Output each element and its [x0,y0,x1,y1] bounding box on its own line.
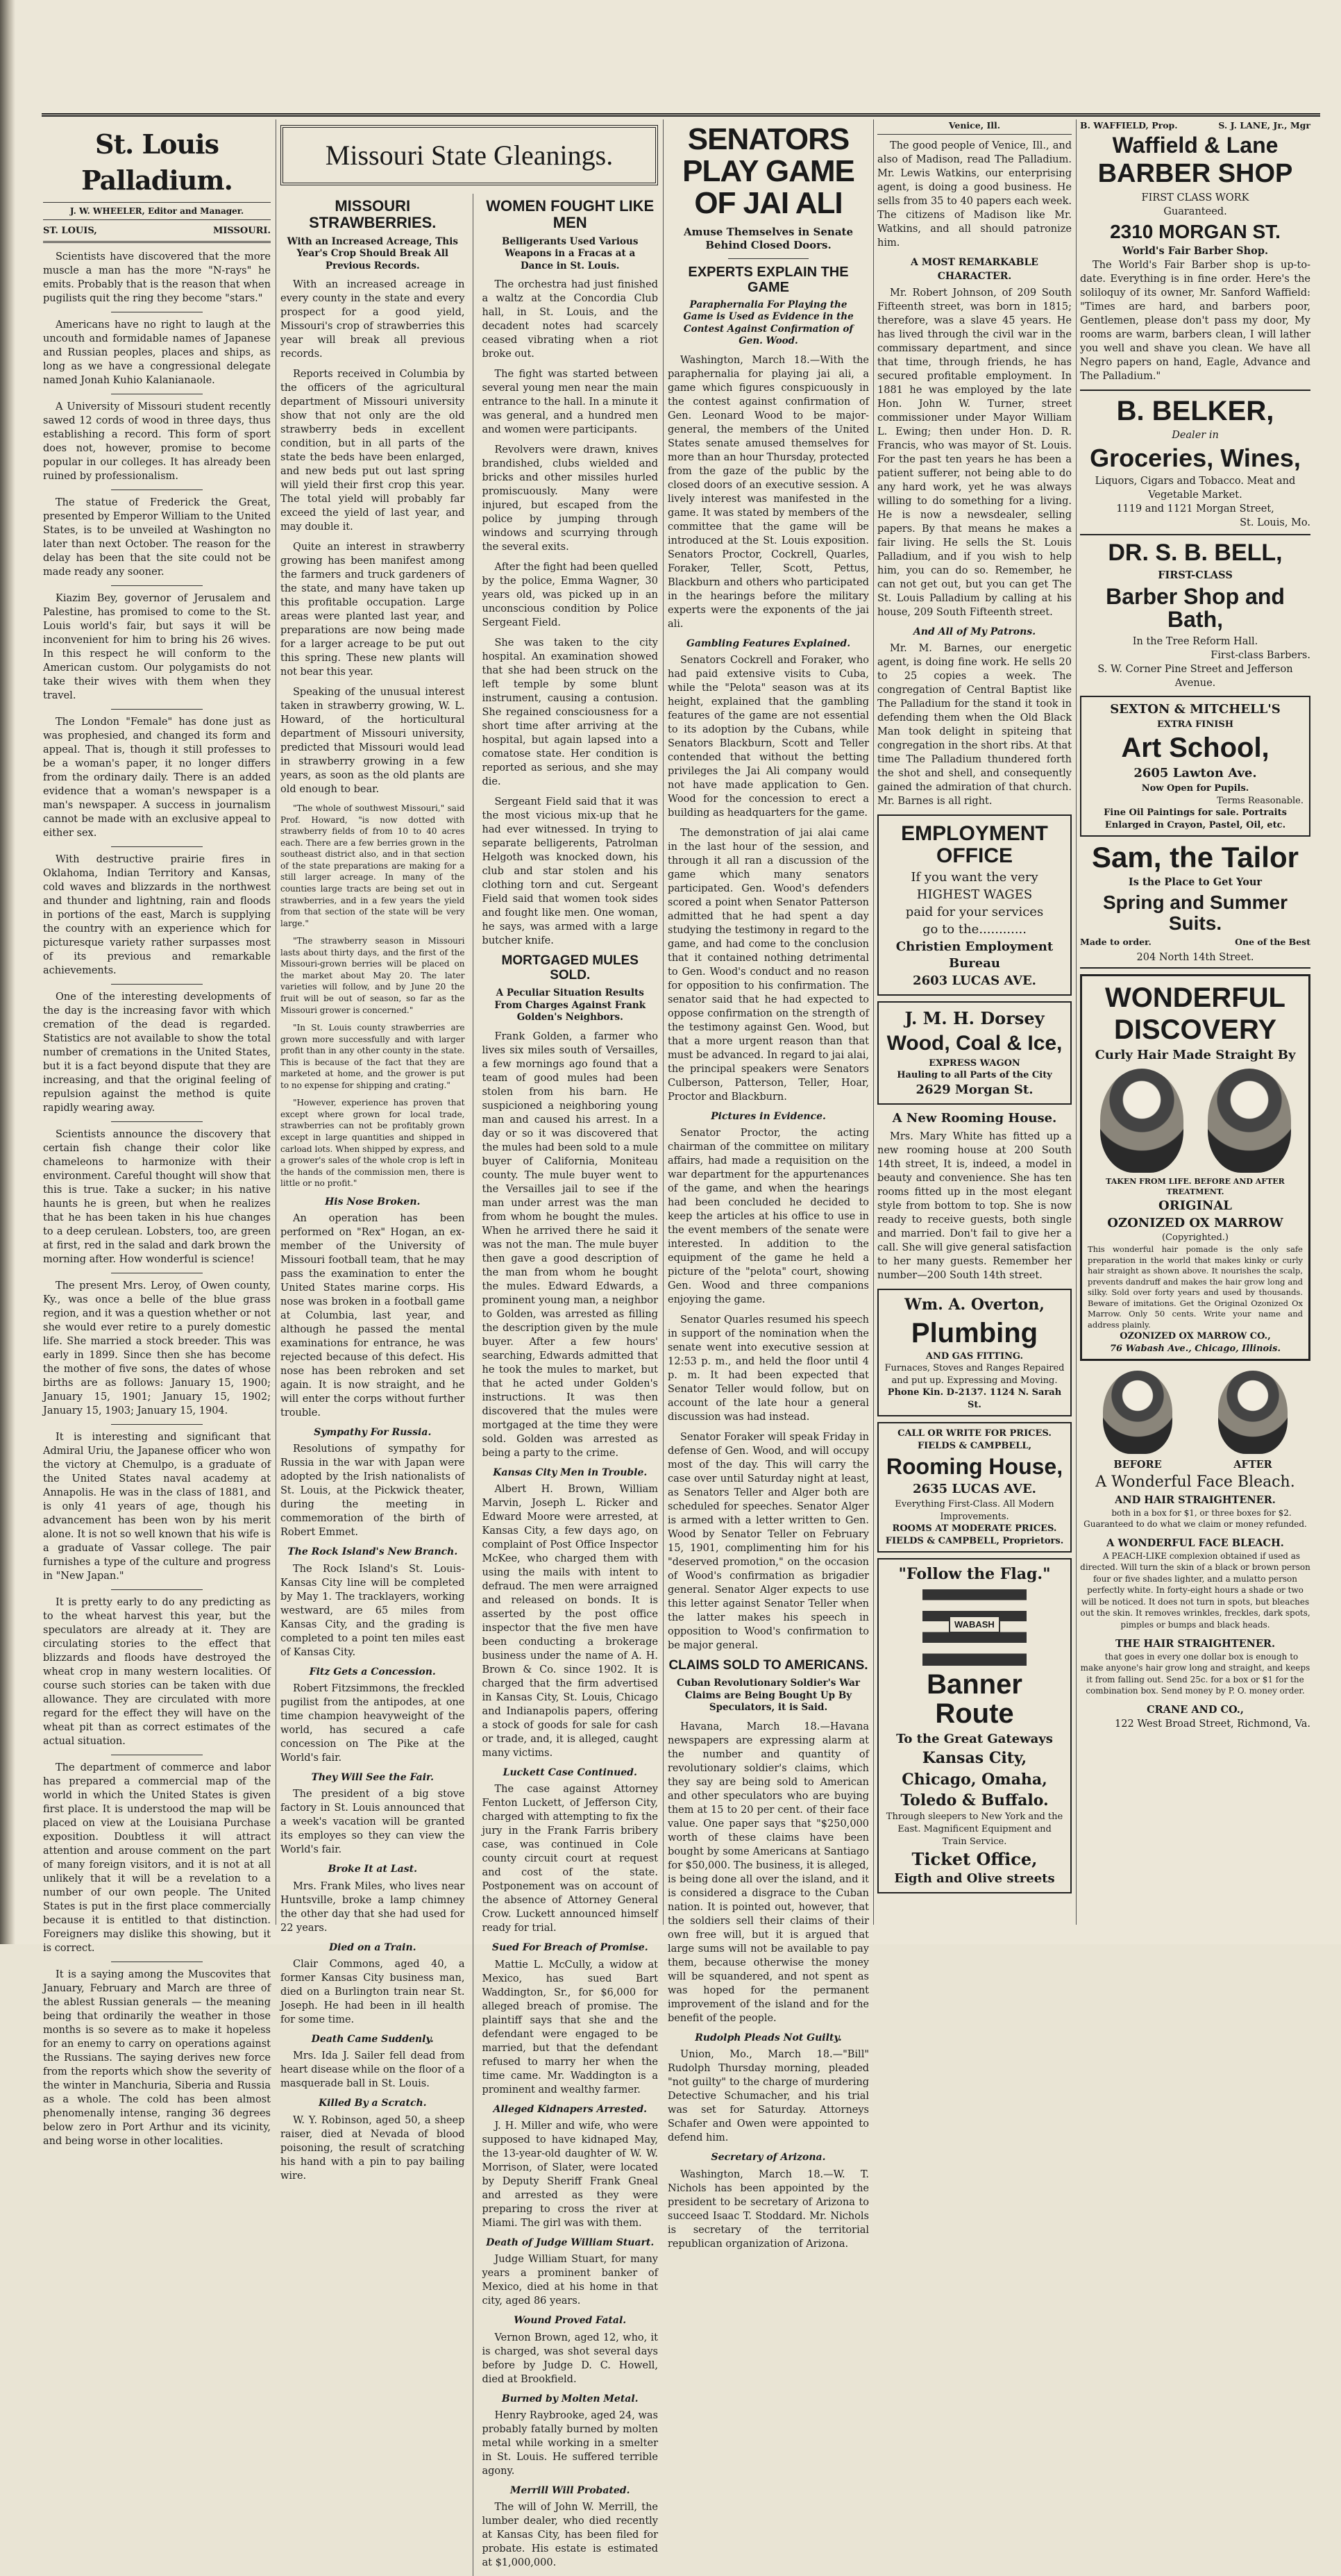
ad-cities: Kansas City, Chicago, Omaha, Toledo & Buffalo. [900,1749,1049,1810]
story-paragraph: "In St. Louis county strawberries are grown more successfully and with larger profit than in any other county in the state. This is because of the fact that they are marketed at home, and the grower is put to no expense for shipping and crating." [280,1023,465,1090]
brief-headline: Merrill Will Probated. [510,2484,630,2496]
gleanings-right [482,194,658,2576]
ad-title: Art School, [1121,733,1270,764]
ad-proprietor: B. WAFFIELD, Prop. [1080,120,1178,131]
story-paragraph: Union, Mo., March 18.—"Bill" Rudolph Thursday morning, pleaded "not guilty" to the charge of murdering Detective Schumacher, and his trial was set for Saturday. Attorneys Schafer and Owen were appointed to defend him. [668,2049,869,2144]
brief-paragraph: Resolutions of sympathy for Russia in the war with Japan were adopted by the Irish nationalists of St. Louis, at the Pickwick theater, during the meeting in commemoration of the birth of Robert Emmet. [280,1444,465,1539]
divider [111,709,202,710]
brief-headline: Death of Judge William Stuart. [486,2236,655,2248]
ad-fields-campbell [877,1422,1072,1553]
ad-city: St. Louis, Mo. [1240,517,1310,528]
masthead-place [43,223,271,243]
divider [111,846,202,847]
divider [111,1424,202,1425]
ad-dr-bell [1080,534,1310,690]
brief-paragraph: Vernon Brown, aged 12, who, it is charged, was shot several days before by Judge D. C. Howell, died at Brookfield. [482,2332,658,2385]
column-state-gleanings [280,119,658,2569]
ad-title: Groceries, Wines, [1090,444,1301,473]
brief-headline: Death Came Suddenly. [311,2033,434,2045]
ad-overton [877,1289,1072,1416]
top-rule [42,113,1320,117]
divider [111,585,202,586]
ad-line: Through sleepers to New York and the East. Magnificent Equipment and Train Service. [886,1812,1063,1847]
secondary-subhead: Paraphernalia For Playing the Game is Used as Evidence in the Contest Against Confirmation of Gen. Wood. [683,299,854,347]
gleanings-subcolumns [280,194,658,2576]
ad-address: 2310 MORGAN ST. [1110,220,1281,242]
story-paragraph: The demonstration of jai alai came in the last hour of the session, and through it all ran a discussion of the game which many senators participated. Gen. Wood's defenders scored a point when Senator Patterson admitted that he had spent a day studying the testimony in regard to the game, and had come to the conclusion that it contained nothing detrimental to Gen. Wood's conduct and no reason for opposition to his confirmation. The senator said that he had expected to oppose confirmation on the strength of the testimony against Gen. Wood, but that a more urgent reason than that must be advanced. In regard to jai alai, the principal speakers were Senators Culberson, Patterson, Teller, Hoar, Proctor and Blackburn. [668,828,869,1103]
story-paragraph: Reports received in Columbia by the officers of the agricultural department of Missouri university show that not only are the old strawberry beds in excellent condition, but in all parts of the state the beds have been enlarged, and new beds put out last spring will yield their first crop this year. The total yield will probably far exceed the yield of last year, and may double it. [280,369,465,533]
story-paragraph: Senator Quarles resumed his speech in support of the nomination when the senate went into executive session at 12:53 p. m., and held the floor until 4 p. m. It had been expected that Senator Teller would follow, but on account of the late hour a general discussion was had instead. [668,1314,869,1423]
ad-line: CALL OR WRITE FOR PRICES. [897,1428,1052,1439]
story-headline: WOMEN FOUGHT LIKE MEN [486,197,655,232]
ad-line: FIRST CLASS WORK [1141,192,1249,203]
brief-headline: They Will See the Fair. [311,1771,435,1783]
ad-text: The World's Fair Barber shop is up-to-date. Everything is in fine order. Here's the soliloquy of its owner, Mr. Sanford Waffield: "Times are hard, and barbers poor, Gentlemen, please don't pass my door, My rooms are warm, barbers clean, I will lather you well and shave you clean. We have all Negro papers on hand, Eagle, Advance and The Palladium." [1080,260,1310,383]
ad-text: This wonderful hair pomade is the only safe preparation in the world that makes kinky or curly hair straight as shown above. It nourishes the scalp, prevents dandruff and makes the hair grow long and silky. Sold over forty years and used by thousands. Beware of imitations. Get the Original Ozonized Ox Marrow. Only 50 cents. Write your name and address plainly. [1088,1244,1303,1330]
portrait-label: AFTER [1233,1459,1272,1471]
ad-line: ROOMS AT MODERATE PRICES. [892,1523,1057,1534]
ad-address: 2629 Morgan St. [916,1082,1034,1097]
brief-headline: Sympathy For Russia. [314,1427,432,1439]
ad-line: HIGHEST WAGES [916,887,1033,903]
editorial-paragraph: The present Mrs. Leroy, of Owen county, Ky., was once a belle of the blue grass region, and it was a question whether or not she would ever retire to a purely domestic life. She married a stock breeder. This was early in 1899. Since then she has become the mother of five sons, the dates of whose births are as follows: January 15, 1900; January 15, 1901; January 15, 1902; January 15, 1903; January 15, 1904. [43,1280,271,1417]
brief-headline: Died on a Train. [328,1941,416,1953]
page-binding-edge [0,0,15,1944]
ad-title: Spring and Summer Suits. [1102,892,1288,934]
column-senate-news [668,119,869,2250]
divider [728,258,809,259]
ad-title: WONDERFUL [1105,982,1285,1014]
story-paragraph: "However, experience has proven that except where grown for local trade, strawberries can not be profitably grown except in large quantities and shipped in carload lots. When shipped by express, and a grower's sales of the whole crop is left in the hands of the commission men, there is little or no profit." [280,1098,465,1189]
editorial-paragraph: It is interesting and significant that Admiral Uriu, the Japanese officer who won the victory at Chemulpo, is a graduate of the United States naval academy at Annapolis. He was in the class of 1881, and is only 41 years of age, though his advancement has been won by his merit alone. It is not so well known that his wife is a graduate of Vassar college. The pair furnishes a type of the culture and progress in "New Japan." [43,1432,271,1582]
ad-line: AND HAIR STRAIGHTENER. [1115,1494,1276,1506]
local-subhead: And All of My Patrons. [913,626,1036,637]
brief-headline: Broke It at Last. [328,1864,417,1875]
ad-line: World's Fair Barber Shop. [1122,245,1269,258]
masthead-title: St. Louis Palladium. [81,128,233,196]
ad-line: (Copyrighted.) [1161,1232,1229,1244]
ad-line: Curly Hair Made Straight By [1095,1048,1296,1063]
ad-line: To the Great Gateways [896,1731,1053,1746]
brief-paragraph: The case against Attorney Fenton Luckett, of Jefferson City, charged with attempting to fix the jury in the Frank Farris bribery case, was continued in Cole county circuit court at request and cost of the state. Postponement was on account of the absence of Attorney General Crow. Luckett announced himself ready for trial. [482,1784,658,1934]
brief-paragraph: Mattie L. McCully, a widow at Mexico, has sued Bart Waddington, Sr., for $6,000 for alleged breach of promise. The plaintiff says that she and the defendant were engaged to be married, but that the defendant refused to marry her when the time came. Mr. Waddington is a prominent and wealthy farmer. [482,1959,658,2096]
ad-line-row [1080,936,1310,948]
section-subhead: Rudolph Pleads Not Guilty. [695,2032,842,2043]
brief-headline: His Nose Broken. [325,1196,421,1207]
ad-subhead: THE HAIR STRAIGHTENER. [1115,1637,1276,1650]
brief-paragraph: Mrs. Ida J. Sailer fell dead from heart disease while on the floor of a masquerade ball in St. Louis. [280,2050,465,2090]
ad-line: One of the Best [1235,937,1310,948]
editorial-paragraph: It is a saying among the Muscovites that January, February and March are three of the ablest Russian generals — the meaning being that ordinarily the weather in those months is so severe as to make it hopeless for an enemy to carry on operations against the Russians. The saying derives new force from the reports which show the severity of the winter in Manchuria, Siberia and Russia as a whole. The cold has been almost phenomenally intense, ranging 36 degrees below zero in Port Arthur and its vicinity, and being worse in other localities. [43,1969,271,2148]
brief-paragraph: Henry Raybrooke, aged 24, was probably fatally burned by molten metal while working in a smelter in St. Louis. He suffered terrible agony. [482,2409,658,2477]
editorial-paragraph: The department of commerce and labor has prepared a commercial map of the world in which the United States is given first place. It is understood the map will be placed on view at the Louisiana Purchase exposition. Doubtless it will attract attention and arouse comment on the part of many foreign visitors, and it is not at all unlikely that it will be a revelation to a number of our own people. The United States is put in the first place commercially because it is entitled to that distinction. Foreigners may dislike this showing, but it is correct. [43,1762,271,1955]
editorial-paragraph: One of the interesting developments of the day is the increasing favor with which cremation of the dead is regarded. Statistics are not available to show the total number of cremations in the United States, but it is a fact beyond dispute that they are increasing, and that the original feeling of repulsion against the method is quite rapidly wearing away. [43,992,271,1114]
local-paragraph: Mr. M. Barnes, our energetic agent, is doing fine work. He sells 20 to 25 copies a week. The congregation of Central Baptist like The Palladium for the stand it took in defending them when the Old Black Man took delight in spiteing that congregation in the short ribs. At that time The Palladium thundered forth the shot and shell, and consequently gained the admiration of that church. Mr. Barnes is all right. [877,643,1072,808]
editorial-paragraph: Scientists announce the discovery that certain fish change their color like chameleons to harmonize with their environment. Careful thought will show that this is true. Take a sucker; in his native haunts he is green, but when he realizes that he has been taken in his hue changes to a deep cerulean. Lobsters, too, are green at first, red in the salad and dark brown the morning after. How wonderful is science! [43,1129,271,1266]
brief-headline: Wound Proved Fatal. [514,2315,627,2327]
editorial-paragraph: It is pretty early to do any predicting as to the wheat harvest this year, but the speculators are already at it. They are circulating stories to the effect that blizzards and floods have destroyed the wheat crop in many western localities. Of course such stories can be taken with due allowance. They are circulated with more regard for the effect they will have on the wheat pit than as correct estimates of the actual situation. [43,1597,271,1748]
ad-address: 2605 Lawton Ave. [1133,766,1257,781]
ad-line: Fine Oil Paintings for sale. Portraits Enlarged in Crayon, Pastel, Oil, etc. [1104,808,1287,830]
brief-paragraph: Robert Fitzsimmons, the freckled pugilist from the antipodes, at one time champion heavyweight of the world, has secured a cafe concession on The Pike at the World's fair. [280,1682,465,1764]
ad-subhead: A WONDERFUL FACE BLEACH. [1106,1537,1284,1549]
story-paragraph: Senators Cockrell and Foraker, who had paid extensive visits to Cuba, while the "Pelota" season was at its height, explained that the gambling features of the game are not essential to its adoption by the Cubans, while Senators Blackburn, Scott and Teller contended that without the betting privileges the Jai Ali company would not have made application to Gen. Wood for the concession to erect a building as headquarters for the game. [668,655,869,819]
ad-tailor [1080,842,1310,969]
story-paragraph: With an increased acreage in every county in the state and every prospect for a good yield, Missouri's crop of strawberries this year will break all previous records. [280,279,465,360]
ad-title: Banner Route [927,1668,1022,1729]
column-rule [663,119,664,1925]
column-advertisements [1080,119,1310,1925]
brief-paragraph: The president of a big stove factory in St. Louis announced that a week's vacation will be granted its employes so they can view the World's fair. [280,1789,465,1856]
ad-line: OZONIZED OX MARROW [1107,1215,1283,1230]
column-rule [873,119,874,1925]
brief-headline: Kansas City Men in Trouble. [493,1466,648,1478]
story-headline: MISSOURI STRAWBERRIES. [309,197,437,232]
ad-text: both in a box for $1, or three boxes for $2. Guaranteed to do what we claim or money refunded. [1083,1507,1307,1530]
ad-title: BARBER SHOP [1097,158,1293,188]
editorial-paragraph: With destructive prairie fires in Oklahoma, Indian Territory and Kansas, cold waves and blizzards in the northwest and thunder and lightning, rain and floods in portions of the east, March is supplying the country with an experience which for picturesque variety rather surpasses most of its previous and remarkable achievements. [43,854,271,977]
story-headline: MORTGAGED MULES SOLD. [501,953,639,983]
story-paragraph: Havana, March 18.—Havana newspapers are expressing alarm at the number and quantity of revolutionary soldier's claims, which they say are being sold to American and other speculators who are buying them at 15 to 20 per cent. of their face value. One paper says that "$250,000 worth of these claims have been bought by some Americans at Santiago for $50,000. The business, it is alleged, is being done all over the island, and it is considered a disgrace to the Cuban nation. It is pointed out, however, that the soldiers sell their claims of their own free will, but it is argued that large sums will not be available to pay them, because otherwise the money will be squandered, and not spent as was hoped for the permanent improvement of the island and for the benefit of the people. [668,1721,869,2024]
ad-header-row [1080,119,1310,131]
brief-paragraph: Judge William Stuart, for many years a prominent banker of Mexico, died at his home in that city, aged 86 years. [482,2254,658,2307]
rooming-paragraph: Mrs. Mary White has fitted up a new rooming house at 200 South 14th street, It is, indeed, a model in beauty and convenience. She has ten rooms fitted up in the most elegant style from bottom to top. She is now ready to receive guests, both single and married. Don't fail to give her a call. She will give general satisfaction to her many guests. Remember her number—200 South 14th street. [877,1131,1072,1282]
ad-maker: CRANE AND CO., [1147,1703,1244,1716]
woman-portrait-icon [1103,1371,1172,1454]
flag-icon [922,1589,1027,1666]
ad-art-school [1080,696,1310,837]
ad-address: 122 West Broad Street, Richmond, Va. [1115,1718,1310,1730]
story-paragraph: "The strawberry season in Missouri lasts about thirty days, and the first of the Missouri-grown berries will be placed on the market about May 20. The later varieties will follow, and by June 20 the fruit will be out of season, so far as the Missouri grower is concerned." [280,936,465,1015]
portrait-pair [1088,1064,1303,1177]
brief-headline: The Rock Island's New Branch. [287,1546,458,1558]
ad-line: First-class Barbers. [1211,649,1310,661]
ad-line: Now Open for Pupils. [1141,783,1249,794]
story-paragraph: The orchestra had just finished a waltz at the Concordia Club hall, in St. Louis, and the decadent notes had scarcely ceased vibrating when a riot broke out. [482,279,658,360]
ad-dorsey [877,1001,1072,1105]
local-paragraph: Mr. Robert Johnson, of 209 South Fifteenth street, was born in 1815; therefore, was a slave 45 years. He has lived through the civil war in the commissary department, and since that time, through friends, he has secured profitable employment. In 1881 he was employed by the late Hon. John W. Turner, street commissioner under Mayor William L. Ewing; then under Hon. D. R. Francis, who was mayor of St. Louis. For the past ten years he has been a patient sufferer, not being able to do any hard work, yet he was always willing to do something for a living. He is now a newsdealer, selling papers. By that means he makes a fair living. He sells the St. Louis Palladium, and if you wish to help him, you can do so. Remember, he can not get out, but you can get The St. Louis Palladium by calling at his house, 209 South Fifteenth street. [877,287,1072,618]
ad-line: Ticket Office, [911,1849,1038,1870]
brief-headline: Burned by Molten Metal. [501,2393,639,2404]
brief-paragraph: Mrs. Frank Miles, who lives near Huntsville, broke a lamp chimney the other day that she had used for 22 years. [280,1880,465,1934]
woman-portrait-icon [1100,1069,1183,1173]
ad-line: ORIGINAL [1158,1198,1232,1213]
ad-line: Everything First-Class. All Modern Improvements. [895,1498,1054,1522]
portrait-label: BEFORE [1113,1459,1162,1471]
story-paragraph: The fight was started between several young men near the main entrance to the hall. In a minute it was general, and a hundred men and women were participants. [482,369,658,436]
ad-title: Sam, the Tailor [1092,841,1299,874]
ad-face-bleach [1080,1366,1310,1730]
editorial-paragraph: Scientists have discovered that the more muscle a man has the more "N-rays" he emits. Probably that is the reason that when pugilists quit the ring they become "stars." [43,251,271,305]
divider [111,984,202,985]
brief-headline: Fitz Gets a Concession. [309,1666,436,1678]
portrait-before [1103,1366,1172,1472]
story-subhead: With an Increased Acreage, This Year's Crop Should Break All Previous Records. [287,235,458,271]
ad-maker: OZONIZED OX MARROW CO., [1120,1331,1271,1342]
editorial-paragraph: Americans have no right to laugh at the uncouth and formidable names of Japanese and Russian peoples, places and ships, as long as we have a congressional delegate named Jonah Kuhio Kalanianaole. [43,319,271,387]
ad-business-name: J. M. H. Dorsey [904,1007,1045,1028]
ad-line: Liquors, Cigars and Tobacco. Meat and Vegetable Market. [1095,475,1296,501]
brief-paragraph: An operation has been performed on "Rex" Hogan, an ex-member of the University of Missouri football team, that he may pass the examination to enter the United States marine corps. His nose was broken in a football game at Columbia, last year, and although he passed the mental examinations for entrance, he was rejected because of this defect. His nose has been rebroken and set again. It is now straight, and he will enter the corps without further trouble. [280,1213,465,1419]
ad-barber-shop [1080,134,1310,258]
story-paragraph: Quite an interest in strawberry growing has been manifest among the farmers and truck gardeners of the state, and many have taken up this profitable occupation. Large areas were planted last year, and preparations are now being made for a larger acreage to be put out this spring. These new plants will not bear this year. [280,542,465,678]
section-subhead: Secretary of Arizona. [711,2152,826,2164]
secondary-headline: EXPERTS EXPLAIN THE GAME [688,264,849,295]
masthead-city: ST. LOUIS, [43,226,97,237]
editorial-paragraph: A University of Missouri student recently sawed 12 cords of wood in three days, thus establishing a record. This form of sport does not, however, promise to become popular in our colleges. It has already been ruined by professionalism. [43,401,271,483]
story-subhead: Belligerants Used Various Weapons in a Fracas at a Dance in St. Louis. [502,235,639,271]
ad-line: Made to order. [1080,937,1152,948]
ad-line: AND GAS FITTING. [925,1350,1024,1362]
brief-paragraph: The will of John W. Merrill, the lumber dealer, who died recently at Kansas City, has been filed for probate. His estate is estimated at $1,000,000. [482,2502,658,2569]
ad-title: Barber Shop and Bath, [1106,583,1285,633]
ad-line: If you want the very [911,870,1038,885]
ad-wabash [877,1558,1072,1893]
ad-title: EMPLOYMENT OFFICE [901,822,1048,867]
ad-address: 2635 LUCAS AVE. [913,1482,1036,1497]
ad-business-name: SEXTON & MITCHELL'S [1110,701,1281,717]
masthead-state: MISSOURI. [212,226,271,237]
ad-line: Is the Place to Get Your [1128,876,1263,889]
ad-address: 76 Wabash Ave., Chicago, Illinois. [1110,1343,1281,1354]
ad-business-name: DR. S. B. BELL, [1108,539,1283,566]
ad-address: 2603 LUCAS AVE. [913,973,1036,989]
ad-line: FIRST-CLASS [1158,569,1233,581]
portrait-pair [1080,1366,1310,1472]
ad-text: that goes in every one dollar box is enough to make anyone's hair grow long and straight, and keeps it from falling out. Send 25c. for a box or $1 for the combination box. Send money by P. O. money order. [1080,1651,1310,1696]
main-subhead: Amuse Themselves in Senate Behind Closed Doors. [683,225,854,252]
brief-paragraph: J. H. Miller and wife, who were supposed to have kidnaped May, the 13-year-old daughter of W. W. Morrison, of Slater, were located by Deputy Sheriff Frank Gneal and arrested as they were preparing to cross the river at Miami. The girl was with them. [482,2120,658,2229]
ad-title: Rooming House, [886,1453,1063,1479]
divider [111,1121,202,1122]
ad-line: EXPRESS WAGON [929,1057,1020,1069]
brief-headline: Killed By a Scratch. [318,2098,427,2109]
ad-line: In the Tree Reform Hall. [1132,635,1258,647]
ad-title: Plumbing [911,1317,1038,1348]
ad-phone: Phone Kin. D-2137. 1124 N. Sarah St. [887,1387,1062,1410]
brief-paragraph: The Rock Island's St. Louis-Kansas City line will be completed by May 1. The tracklayers, working westward, are 65 miles from Kansas City, and the grading is completed to a point ten miles east of Kansas City. [280,1563,465,1658]
ad-manager: S. J. LANE, Jr., Mgr [1218,120,1310,131]
brief-paragraph: Clair Commons, aged 40, a former Kansas City business man, died on a Burlington train near St. Joseph. He had been in ill health for some time. [280,1958,465,2025]
section-subhead: Gambling Features Explained. [686,637,851,649]
ad-line: Dealer in [1172,430,1219,442]
ad-title: Wood, Coal & Ice, [886,1032,1063,1055]
section-banner: Missouri State Gleanings. [280,125,658,185]
story-paragraph: "The whole of southwest Missouri," said Prof. Howard, "is now dotted with strawberry fields of from 10 to 40 acres each. There are a few berries grown in the southeast district also, and in that section of the state preparations are making for a still larger acreage. In many of the counties large tracts are being set out in strawberries, and in a few years the yield from that section of the state will be very large." [280,803,465,928]
ad-line: FIELDS & CAMPBELL, Proprietors. [885,1535,1064,1546]
main-headline: SENATORS PLAY GAME OF JAI ALI [682,122,854,221]
ad-line: Furnaces, Stoves and Ranges Repaired and put up. Expressing and Moving. [884,1363,1065,1386]
story-paragraph: Revolvers were drawn, knives brandished, clubs wielded and bricks and other missiles hurled promiscuously. Many were injured, but escaped from the police by jumping through windows and scurrying through the several exits. [482,444,658,553]
ad-address: 1119 and 1121 Morgan Street, [1116,503,1274,515]
brief-paragraph: W. Y. Robinson, aged 50, a sheep raiser, died at Nevada of blood poisoning, the result of scratching his hand with a pin to pay bailing wire. [280,2114,465,2182]
ad-business-name: B. BELKER, [1116,396,1274,427]
editorial-paragraph: The London "Female" has done just as was prophesied, and changed its form and appeal. That is, though it still professes to be a woman's paper, it no longer differs from the ordinary daily. There is an added evidence that a woman's newspaper is a man's newspaper. A success in journalism cannot be made with an exclusive appeal to either sex. [43,717,271,839]
ad-address: 204 North 14th Street. [1136,952,1254,964]
brief-headline: Alleged Kidnapers Arrested. [493,2103,648,2115]
masthead-editor: J. W. WHEELER, Editor and Manager. [43,202,271,221]
local-paragraph: The good people of Venice, Ill., and also of Madison, read The Palladium. Mr. Lewis Watkins, our enterprising agent, is doing a good business. He sells from 35 to 40 papers each week. The citizens of Madison like Mr. Watkins, and all should patronize him. [877,140,1072,249]
story-paragraph: Senator Proctor, the acting chairman of the committee on military affairs, had made a requisition on the war department for the appurtenances of the game, and when the hearings had been concluded he decided to keep the articles at his office to use in the event members of the senate were interested. In addition to the equipment of the game he held a picture of the "pelota" court, showing Gen. Wood and three companions enjoying the game. [668,1128,869,1306]
brief-paragraph: Albert H. Brown, William Marvin, Joseph L. Ricker and Edward Moore were arrested, at Kansas City, a few days ago, on complaint of Post Office Inspector McKee, who charged them with using the mails with intent to defraud. The men were arraigned and released on bonds. It is asserted by the post office inspector that the five men have been conducting a brokerage business under the name of A. H. Brown & Co. since 1902. It is charged that the firm advertised in Kansas City, St. Louis, Chicago and Indianapolis papers, offering a stock of goods for sale for cash or trade, and, it is alleged, caught many victims. [482,1483,658,1759]
column-local-and-ads [877,119,1072,1925]
ad-text: A PEACH-LIKE complexion obtained if used as directed. Will turn the skin of a black or brown person four or five shades lighter, and a mulatto person perfectly white. In forty-eight hours a shade or two will be noticed. It does not turn in spots, but bleaches out the skin. It removes wrinkles, freckles, dark spots, pimples or bumps and black heads. [1080,1550,1310,1630]
story-paragraph: After the fight had been quelled by the police, Emma Wagner, 30 years old, was picked up in an unconscious condition by Police Sergeant Field. [482,562,658,629]
ad-employment-office [877,814,1072,996]
ad-line: go to the............ [922,921,1027,937]
story-paragraph: Frank Golden, a farmer who lives six miles south of Versailles, a few mornings ago found that a team of good mules had been stolen from his barn. He suspicioned a neighboring young man and caused his arrest. In a day or so it was discovered that the mules had been sold to a mule buyer of California, Moniteau county. The mule buyer went to the Versailles jail to see if the man under arrest was the man from whom he bought the mules. When he arrived there he said it was not the man. The mule buyer then gave a good description of the man from whom he bought the mules. Edward Edwards, a prominent young man, a neighbor to Golden, was arrested as filling the description given by the mule buyer. After a few hours' searching, Edwards admitted that he took the mules to market, but that he acted under Golden's instructions. It was then discovered that the mules were mortgaged at the time they were sold. Golden was arrested as being a party to the crime. [482,1030,658,1459]
woman-portrait-icon [1218,1371,1288,1454]
ad-caption: TAKEN FROM LIFE. BEFORE AND AFTER TREATMENT. [1106,1177,1285,1196]
ad-business-name: Christien Employment Bureau [895,939,1054,971]
ad-address: S. W. Corner Pine Street and Jefferson Avenue. [1097,663,1293,689]
portrait-after [1218,1366,1288,1472]
ad-business-name: Wm. A. Overton, [904,1296,1045,1314]
story-subhead: Cuban Revolutionary Soldier's War Claims are Being Bought Up By Speculators, it is Said. [677,1678,860,1714]
gleanings-left [280,194,464,2576]
rooming-headline: A New Rooming House. [892,1110,1057,1126]
story-headline: CLAIMS SOLD TO AMERICANS. [668,1658,868,1673]
flag-label: WABASH [949,1616,1000,1634]
column-rule [1076,119,1077,1925]
ad-belker [1080,390,1310,530]
ad-address: Eigth and Olive streets [894,1871,1055,1887]
ad-line: Guaranteed. [1163,206,1227,217]
ad-line: FIELDS & CAMPBELL, [917,1440,1032,1451]
ad-title: DISCOVERY [1113,1014,1277,1046]
story-paragraph: Senator Foraker will speak Friday in defense of Gen. Wood, and will occupy most of the day. This will carry the case over until Saturday night at least, as Senators Teller and Alger both are scheduled for speeches. Senator Alger is armed with a letter written to Gen. Wood by Senator Teller on February 15, 1901, complimenting him for his "deserved promotion," on the occasion of Wood's confirmation as brigadier general. Senator Alger expects to use this letter against Senator Teller when the latter makes his speech in opposition to Wood's confirmation to be major general. [668,1432,869,1652]
ad-line: Terms Reasonable. [1217,795,1304,806]
section-subhead: Pictures in Evidence. [711,1111,826,1123]
brief-headline: Sued For Breach of Promise. [491,1942,648,1954]
divider [111,1589,202,1590]
story-subhead: A Peculiar Situation Results From Charges Against Frank Golden's Neighbors. [494,987,646,1023]
story-paragraph: She was taken to the city hospital. An examination showed that she had been struck on the left temple by some blunt instrument, causing a contusion. She regained consciousness for a short time after arriving at the hospital, but again lapsed into a comatose state. Her condition is reported as serious, and she may die. [482,637,658,788]
ad-line: EXTRA FINISH [1156,719,1234,730]
story-paragraph: Speaking of the unusual interest taken in strawberry growing, W. L. Howard, of the horticultural department of Missouri university, predicted that Missouri would lead in strawberry growing in a few years, as soon as the old plants are old enough to bear. [280,687,465,796]
ad-title: Waffield & Lane [1112,133,1279,158]
story-paragraph: Washington, March 18.—With the paraphernalia for playing jai ali, a game which figures conspicuously in the contest against confirmation of Gen. Leonard Wood to be major-general, the members of the United States senate amused themselves for more than an hour Thursday, protected from the gaze of the public by the closed doors of an executive session. A lively interest was manifested in the game. It was stated by members of the committee that the game will be introduced at the St. Louis exposition. Senators Proctor, Cockrell, Quarles, Foraker, Teller, Scott, Pettus, Blackburn and others who participated in the hearings before the military experts were the exponents of the jai ali. [668,354,869,630]
brief-headline: Luckett Case Continued. [503,1766,637,1778]
local-headline: A MOST REMARKABLE CHARACTER. [911,257,1038,282]
ad-line: paid for your services [905,904,1044,919]
column-editorials [43,119,271,2148]
editorial-paragraph: The statue of Frederick the Great, presented by Emperor William to the United States, is to be unveiled at Washington no later than next October. The reason for the delay has been that the site could not be made ready any sooner. [43,497,271,578]
editorial-paragraph: Kiazim Bey, governor of Jerusalem and Palestine, has promised to come to the St. Louis world's fair, but says it will be inconvenient for him to bring his 26 wives. In this respect he will conform to the American custom. Our polygamists do not take their wives with them when they travel. [43,593,271,702]
ad-line: "Follow the Flag." [898,1565,1051,1584]
ad-line: Hauling to all Parts of the City [897,1070,1052,1081]
ad-ox-marrow [1080,974,1310,1361]
story-paragraph: Washington, March 18.—W. T. Nichols has been appointed by the president to be secretary of Arizona to succeed Isaac T. Stoddard. Mr. Nichols is secretary of the territorial republican organization of Arizona. [668,2168,869,2250]
story-paragraph: Sergeant Field said that it was the most vicious mix-up that he had ever witnessed. In trying to separate belligerents, Patrolman Helgoth was knocked down, his club and star stolen and his clothing torn and cut. Sergeant Field said that women took sides and fought like men. One woman, he says, was armed with a large butcher knife. [482,796,658,947]
ad-title: A Wonderful Face Bleach. [1095,1473,1295,1491]
woman-portrait-icon [1208,1069,1291,1173]
section-label: Venice, Ill. [877,119,1072,135]
